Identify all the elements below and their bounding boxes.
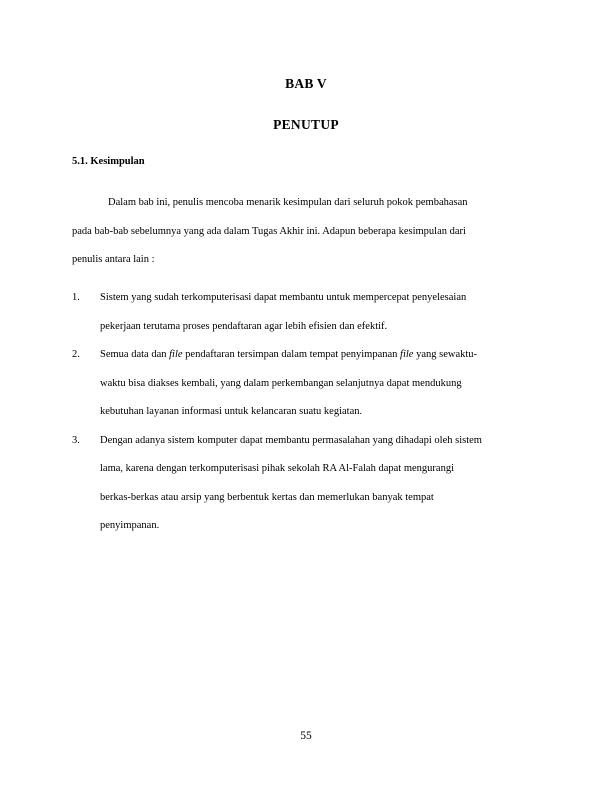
list-item [72,341,542,427]
list-item-line: pekerjaan terutama proses pendaftaran agar lebih efisien dan efektif. [100,320,388,332]
section-heading: 5.1. Kesimpulan [72,156,145,167]
page-number: 55 [300,730,312,742]
italic-term: file [169,349,183,360]
list-item-number: 1. [72,292,80,303]
list-item-line: lama, karena dengan terkomputerisasi pihak sekolah RA Al-Falah dapat mengurangi [100,463,454,474]
chapter-subtitle: PENUTUP [273,117,339,132]
text-run: pendaftaran tersimpan dalam tempat penyimpanan [182,349,401,360]
list-item-line [100,341,542,370]
list-item-number: 3. [72,434,80,446]
italic-term: file [400,349,414,360]
list-item-line: kebutuhan layanan informasi untuk kelancaran suatu kegiatan. [100,406,363,417]
list-item [72,284,542,341]
list-item-line: penyimpanan. [100,520,160,531]
chapter-title: BAB V [285,76,327,91]
list-item-line: Sistem yang sudah terkomputerisasi dapat membantu untuk mempercepat penyelesaian [100,292,467,303]
text-run: Semua data dan [100,349,170,360]
intro-line: Dalam bab ini, penulis mencoba menarik kesimpulan dari seluruh pokok pembahasan [108,197,468,208]
conclusion-list [72,284,542,541]
list-item-line: berkas-berkas atau arsip yang berbentuk kertas dan memerlukan banyak tempat [100,491,434,503]
list-item [72,427,542,541]
list-item-line: Dengan adanya sistem komputer dapat membantu permasalahan yang dihadapi oleh sistem [100,434,482,446]
list-item-line: waktu bisa diakses kembali, yang dalam perkembangan selanjutnya dapat mendukung [100,377,462,389]
text-run: yang sewaktu- [413,349,478,360]
intro-line: penulis antara lain : [72,254,155,265]
intro-paragraph [72,189,540,275]
intro-line: pada bab-bab sebelumnya yang ada dalam Tugas Akhir ini. Adapun beberapa kesimpulan dari [72,225,466,237]
list-item-number: 2. [72,349,80,360]
